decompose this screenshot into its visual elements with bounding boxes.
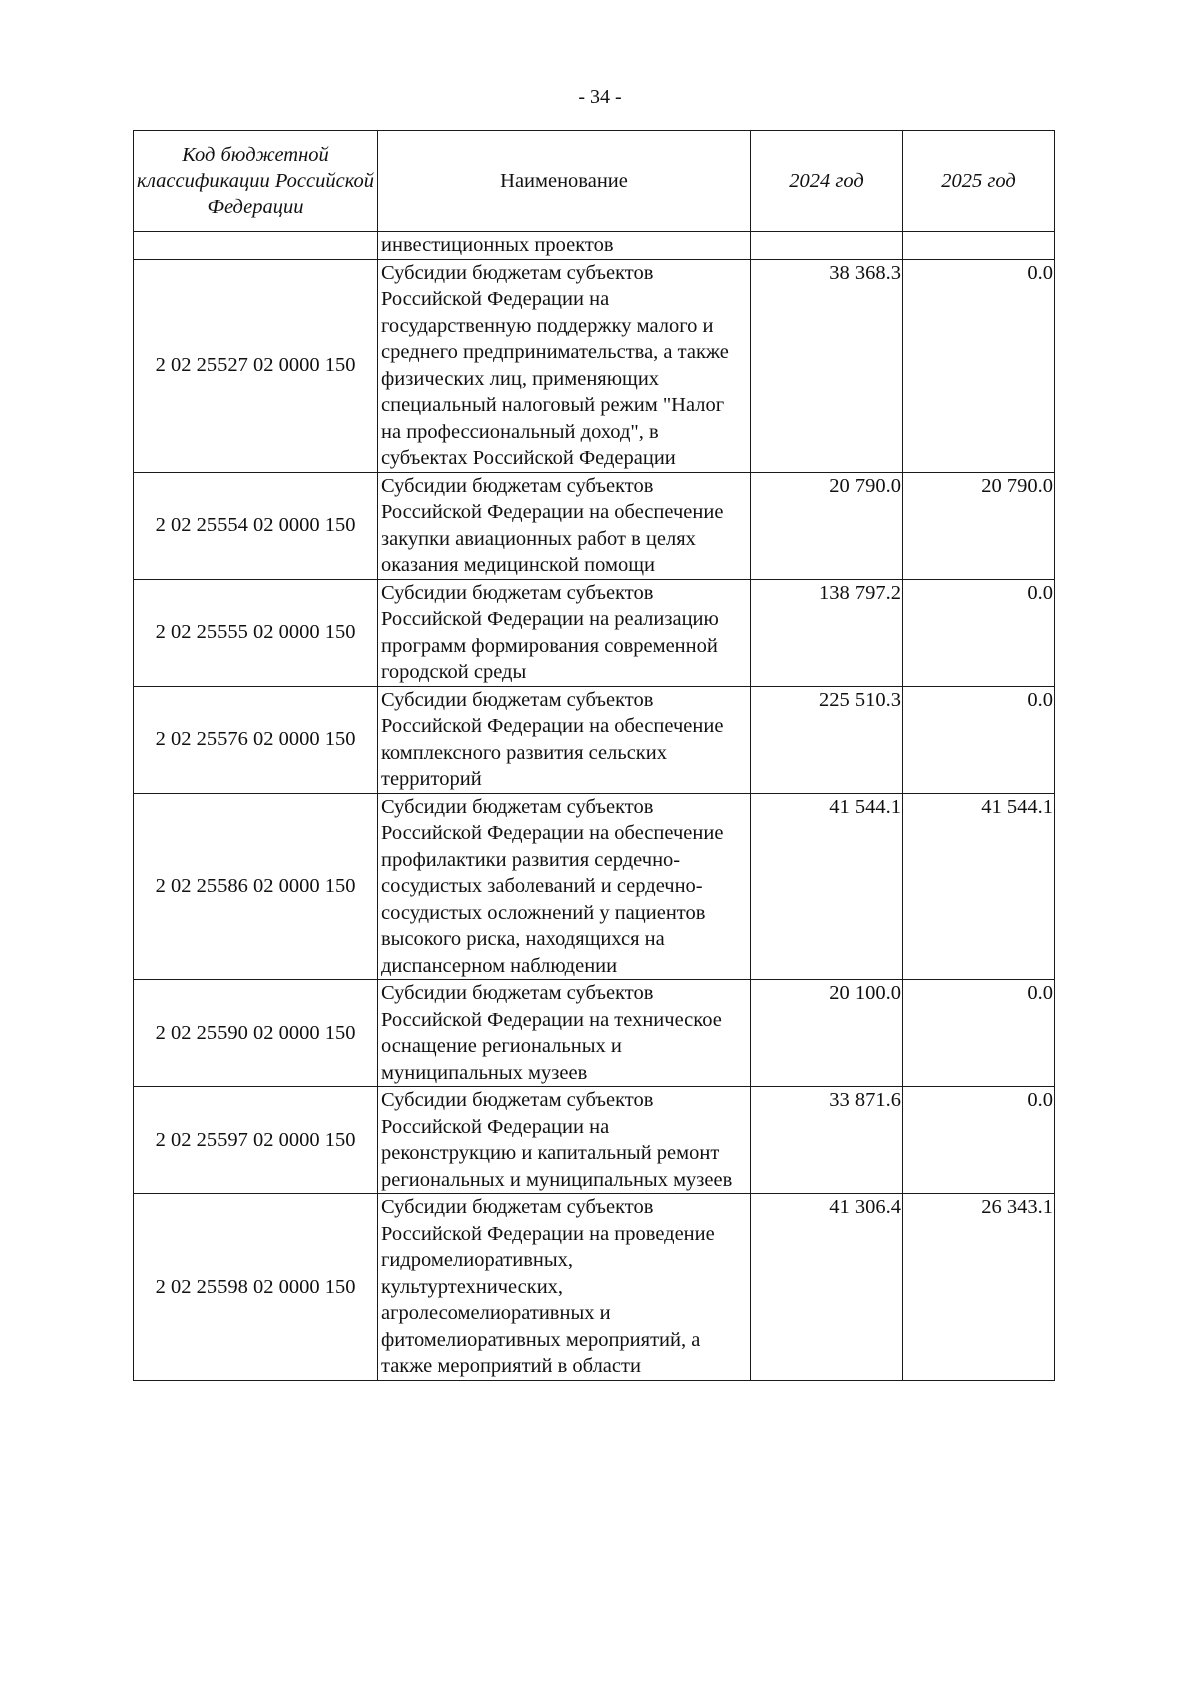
name-cell: Субсидии бюджетам субъектов Российской Федерации на обеспечение комплексного развития сельских территорий (378, 686, 751, 793)
page-number: - 34 - (578, 86, 622, 108)
amount-2025-cell: 20 790.0 (903, 472, 1055, 579)
table-row (134, 686, 1055, 793)
amount-2024-cell: 138 797.2 (751, 579, 903, 686)
name-cell: Субсидии бюджетам субъектов Российской Федерации на проведение гидромелиоративных, культуртехнических, агролесомелиоративных и фитомелиоративных мероприятий, а также мероприятий в области (378, 1194, 751, 1381)
header-code: Код бюджетной классификации Российской Федерации (134, 131, 378, 232)
amount-2024-cell: 41 306.4 (751, 1194, 903, 1381)
amount-2025-cell: 0.0 (903, 259, 1055, 472)
name-cell: Субсидии бюджетам субъектов Российской Федерации на обеспечение закупки авиационных работ в целях оказания медицинской помощи (378, 472, 751, 579)
code-cell: 2 02 25527 02 0000 150 (134, 259, 378, 472)
amount-2024-cell (751, 232, 903, 260)
name-cell: Субсидии бюджетам субъектов Российской Федерации на техническое оснащение региональных и муниципальных музеев (378, 980, 751, 1087)
amount-2024-cell: 20 790.0 (751, 472, 903, 579)
table-row (134, 232, 1055, 260)
code-cell: 2 02 25597 02 0000 150 (134, 1087, 378, 1194)
table-row (134, 980, 1055, 1087)
code-cell: 2 02 25555 02 0000 150 (134, 579, 378, 686)
code-cell (134, 232, 378, 260)
code-cell: 2 02 25598 02 0000 150 (134, 1194, 378, 1381)
amount-2024-cell: 20 100.0 (751, 980, 903, 1087)
amount-2025-cell: 26 343.1 (903, 1194, 1055, 1381)
table-row (134, 259, 1055, 472)
code-cell: 2 02 25576 02 0000 150 (134, 686, 378, 793)
header-name: Наименование (378, 131, 751, 232)
table-row (134, 472, 1055, 579)
amount-2025-cell: 0.0 (903, 686, 1055, 793)
amount-2024-cell: 38 368.3 (751, 259, 903, 472)
amount-2025-cell: 41 544.1 (903, 793, 1055, 980)
name-cell: Субсидии бюджетам субъектов Российской Федерации на реализацию программ формирования современной городской среды (378, 579, 751, 686)
code-cell: 2 02 25554 02 0000 150 (134, 472, 378, 579)
amount-2025-cell: 0.0 (903, 1087, 1055, 1194)
name-cell: Субсидии бюджетам субъектов Российской Федерации на обеспечение профилактики развития сердечно-сосудистых заболеваний и сердечно-сосудистых осложнений у пациентов высокого риска, находящихся на диспансерном наблюдении (378, 793, 751, 980)
name-cell: Субсидии бюджетам субъектов Российской Федерации на реконструкцию и капитальный ремонт региональных и муниципальных музеев (378, 1087, 751, 1194)
name-cell: инвестиционных проектов (378, 232, 751, 260)
amount-2024-cell: 225 510.3 (751, 686, 903, 793)
table-row (134, 1087, 1055, 1194)
table-row (134, 793, 1055, 980)
table-row (134, 1194, 1055, 1381)
amount-2025-cell (903, 232, 1055, 260)
table-row (134, 579, 1055, 686)
header-2024: 2024 год (751, 131, 903, 232)
name-cell: Субсидии бюджетам субъектов Российской Федерации на государственную поддержку малого и среднего предпринимательства, а также физических лиц, применяющих специальный налоговый режим "Налог на профессиональный доход", в субъектах Российской Федерации (378, 259, 751, 472)
amount-2025-cell: 0.0 (903, 980, 1055, 1087)
header-2025: 2025 год (903, 131, 1055, 232)
table-header-row (134, 131, 1055, 232)
budget-table (133, 130, 1055, 1381)
code-cell: 2 02 25590 02 0000 150 (134, 980, 378, 1087)
amount-2024-cell: 41 544.1 (751, 793, 903, 980)
amount-2024-cell: 33 871.6 (751, 1087, 903, 1194)
code-cell: 2 02 25586 02 0000 150 (134, 793, 378, 980)
amount-2025-cell: 0.0 (903, 579, 1055, 686)
